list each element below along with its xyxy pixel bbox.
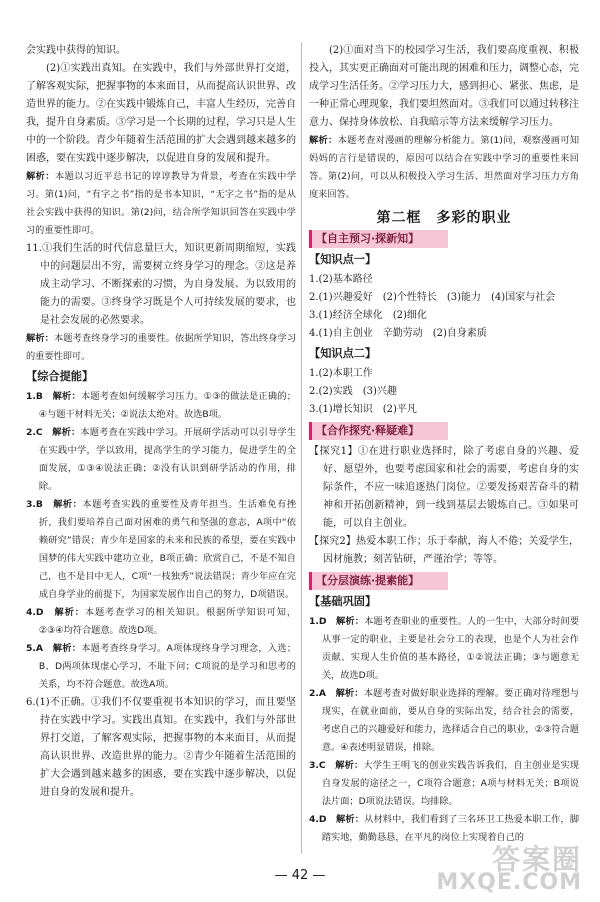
answer-number: 1.D [309,616,327,627]
answer-item [26,604,296,640]
body-paragraph: 1.(2)本职工作 [309,368,373,379]
lesson-title: 第二框 多彩的职业 [376,210,512,226]
answer-number: 3.C [309,760,326,771]
analysis-text: 本题考查实践的重要性及青年担当。生活难免有挫折，我们要培养自己面对困难的勇气和坚强的意志，A项中“依赖研究”错误；青少年是国家的未来和民族的希望，要在实践中国梦的伟大实践中建功立业，B项正确；欣赏自己，不是不知自己，也不是目中无人，C项“一枝独秀”说法错误；青少年应在完成自身学业的前提下，为国家发展作出自己的努力，D项错误。 [38,499,297,600]
analysis-text: 本题考查职业的重要性。人的一生中，大部分时间要从事一定的职业，主要是社会分工的表现，也是个人为社会作贡献、实现人生价值的基本路径，①②说法正确；③与题意无关，故选D项。 [321,616,580,681]
analysis-text: 从材料中，我们看到了三名环卫工热爱本职工作，脚踏实地，勤勤恳恳，在平凡的岗位上实现着自己的 [321,814,580,843]
answer-item [26,496,296,604]
body-paragraph: 11.①我们生活的时代信息量巨大，知识更新周期缩短，实践中的问题层出不穷，需要树立终身学习的理念。②这是养成主动学习、不断探索的习惯，为自身发展、为以致用的能力的需要。③终身学习既是个人可持续发展的要求，也是社会发展的必然要求。 [26,243,296,326]
analysis-tag: 解析： [54,607,85,618]
analysis-tag: 解析： [309,135,338,146]
answer-item [309,685,579,757]
answer-number: 2.A [309,688,326,699]
analysis-text: 本题以习近平总书记的谆谆教导为背景，考查在实践中学习。第(1)问，“有字之书”指的是书本知识，“无字之书”指的是从社会实践中获得的知识。第(2)问，结合所学知识回答在实践中学习的重要性即可。 [26,171,297,236]
left-column [26,42,296,802]
watermark-line2: MXQE.COM [436,870,582,895]
watermark-line1: 答案圈 [491,843,582,876]
answer-item [26,640,296,694]
section-banner: 【自主预习·探新知】 [309,230,448,248]
section-banner: 【分层演练·提素能】 [309,572,448,590]
answer-item [26,424,296,496]
analysis-text: 本题考查对漫画的理解分析能力。第(1)问，观察漫画可知妈妈的言行是错误的，原因可以结合在实践中学习的重要性来回答。第(2)问，可以从积极投入学习生活、坦然面对学习压力方角度来回答。 [309,135,580,200]
body-paragraph: 1.(2)基本路径 [309,274,373,285]
right-column [309,42,579,847]
page-number: — 42 — [274,868,326,883]
body-paragraph: 2.(2)实践 (3)兴趣 [309,386,397,397]
analysis-tag: 解析： [53,499,83,510]
section-heading: 【综合提能】 [26,370,94,383]
answer-item [26,388,296,424]
body-paragraph: 3.(1)增长知识 (2)平凡 [309,404,417,415]
analysis-tag: 解析： [52,643,82,654]
analysis-tag: 解析： [335,688,364,699]
analysis-paragraph [26,330,296,366]
column-divider [301,42,302,854]
body-paragraph: 【探究1】①在进行职业选择时，除了考虑自身的兴趣、爱好、愿望外，也要考虑国家和社会的需要，考虑自身的实际条件，不应一味追逐热门岗位。②要发扬艰苦奋斗的精神和开拓创新精神，到一线到基层去锻炼自己。③如果可能，可以自主创业。 [309,446,579,529]
analysis-tag: 解析： [26,171,55,182]
section-heading: 【知识点一】 [309,253,377,266]
section-heading: 【知识点二】 [309,347,377,360]
answer-number: 1.B [26,391,43,402]
body-paragraph: 6.(1)不正确。①我们不仅要重视书本知识的学习，而且要坚持在实践中学习。实践出真知。在实践中，我们与外部世界打交道，了解客观实际，把握事物的本来面目，从而提高认识世界、改造世界的能力。②青少年随着生活范围的扩大会遇到越来越多的困惑，要在实践中逐步解决，以促进自身的发展和提升。 [26,697,296,798]
body-paragraph: (2)①面对当下的校园学习生活，我们要高度重视、积极投入，其实更正确面对可能出现的困难和压力，调整心态，完成学习生活任务。②学习压力大，感到担心、紧张、焦虑，是一种正常心理现象，我们要坦然面对。③我们可以通过转移注意力、保持身体放松、自我暗示等方法来缓解学习压力。 [309,45,579,128]
analysis-paragraph [26,168,296,240]
body-paragraph: 2.(1)兴趣爱好 (2)个性特长 (3)能力 (4)国家与社会 [309,292,556,303]
body-paragraph: 【探究2】热爱本职工作；乐于奉献，海人不倦；关爱学生，因材施教；刻苦钻研，严谨治学；等等。 [309,536,579,565]
analysis-tag: 解析： [335,760,364,771]
answer-number: 5.A [26,643,43,654]
answer-number: 4.D [309,814,327,825]
section-heading: 【基础巩固】 [309,595,377,608]
analysis-text: 本题考查对做好职业选择的理解。要正确对待理想与现实，在就业面前，要从自身的实际出发，结合社会的需要，考虑自己的兴趣爱好和能力，选择适合自己的职业，②③符合题意。④表述明显错误，排除。 [321,688,580,753]
answer-item [309,757,579,811]
watermark-logo [410,838,590,896]
analysis-tag: 解析： [336,814,365,825]
section-banner: 【合作探究·释疑难】 [309,422,448,440]
analysis-text: 大学生王明飞的创业实践告诉我们，自主创业是实现自身发展的途径之一，C项符合题意；A项与材料无关；B项说法片面；D项说法错误。均排除。 [321,760,580,807]
analysis-tag: 解析： [26,333,54,344]
analysis-text: 本题考查在实践中学习。开展研学活动可以引导学生在实践中学，学以致用，提高学生的学习能力，促进学生的全面发展，①③④说法正确；②没有认识到研学活动的作用，排除。 [38,427,297,492]
body-paragraph: (2)①实践出真知。在实践中，我们与外部世界打交道，了解客观实际，把握事物的本来面目，从而提高认识世界、改造世界的能力。②在实践中锻炼自己，丰富人生经历，完善自我，提升自身素质。③学习是一个长期的过程，学习只是人生中的一个阶段。青少年随着生活范围的扩大会遇到越来越多的困惑，要在实践中逐步解决，以促进自身的发展和提升。 [26,63,296,164]
analysis-tag: 解析： [52,391,81,402]
analysis-paragraph [309,132,579,204]
answer-number: 2.C [26,427,43,438]
analysis-text: 本题考查终身学习的重要性。依据所学知识，答出终身学习的重要性即可。 [26,333,297,362]
analysis-text: 本题考查学习的相关知识。根据所学知识可知，②③④均符合题意。故选D项。 [38,607,297,636]
body-paragraph: 3.(1)经济全球化 (2)细化 [309,310,427,321]
analysis-tag: 解析： [336,616,365,627]
analysis-text: 本题考查如何缓解学习压力。①③的做法是正确的；④与题干材料无关；②说法太绝对。故选B项。 [38,391,296,420]
answer-item [309,613,579,685]
answer-number: 4.D [26,607,44,618]
body-paragraph: 会实践中获得的知识。 [26,45,126,56]
analysis-text: 本题考查终身学习。A项体现终身学习理念，入选；B、D两项体现虚心学习，不耻下问；C项说的是学习和思考的关系，均不符合题意。故选A项。 [38,643,297,690]
analysis-tag: 解析： [52,427,81,438]
answer-number: 3.B [26,499,43,510]
body-paragraph: 4.(1)自主创业 辛勤劳动 (2)自身素质 [309,328,487,339]
